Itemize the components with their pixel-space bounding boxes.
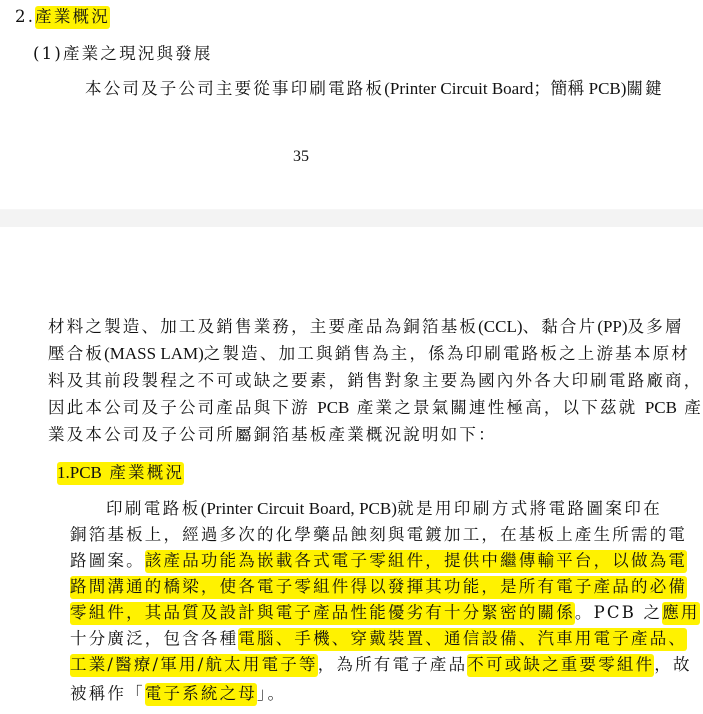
pcb-subheading-highlighted bbox=[57, 462, 184, 485]
highlighted-text: 電腦、手機、穿戴裝置、通信設備、汽車用電子產品、 bbox=[238, 628, 687, 651]
pcb-subheading bbox=[57, 462, 184, 484]
paragraph-opening-line bbox=[85, 78, 664, 100]
text-latin: (Printer Circuit Board, PCB) bbox=[200, 499, 397, 518]
subsection-heading bbox=[33, 43, 213, 65]
paragraph-text-latin: (Printer Circuit Board；簡稱 PCB) bbox=[384, 79, 627, 98]
text: ，故 bbox=[654, 655, 692, 674]
text-latin: (PP) bbox=[597, 317, 628, 336]
pcb-paragraph-line-3 bbox=[70, 550, 688, 572]
paragraph-text: 本公司及子公司主要從事印刷電路板 bbox=[85, 79, 385, 98]
text: 。PCB 之 bbox=[574, 603, 663, 622]
text: 因此本公司及子公司產品與下游 bbox=[48, 398, 310, 417]
text: 產業之景氣關連性極高，以下茲就 bbox=[356, 398, 638, 417]
pcb-paragraph-line-4 bbox=[70, 576, 688, 598]
text-latin: PCB bbox=[644, 398, 677, 417]
text: 料及其前段製程之不可或缺之要素，銷售對象主要為國內外各大印刷電路廠商， bbox=[48, 371, 703, 390]
pcb-paragraph-line-5 bbox=[70, 602, 700, 624]
highlighted-text: 電子系統之母 bbox=[145, 683, 257, 706]
text: 、黏合片 bbox=[522, 317, 598, 336]
text: 壓合板 bbox=[48, 344, 105, 363]
page-number: 35 bbox=[293, 148, 309, 165]
page-separator bbox=[0, 209, 703, 228]
text: 就是用印刷方式將電路圖案印在 bbox=[396, 499, 663, 518]
highlighted-text: 不可或缺之重要零組件 bbox=[467, 654, 654, 677]
pcb-paragraph-line-2 bbox=[70, 524, 688, 546]
text: 印刷電路板 bbox=[106, 499, 201, 518]
text-latin: PCB bbox=[317, 398, 350, 417]
text: 銅箔基板上，經過多次的化學藥品蝕刻與電鍍加工，在基板上產生所需的電 bbox=[70, 525, 688, 544]
text: 及多層 bbox=[627, 317, 684, 336]
highlighted-text: 零組件，其品質及設計與電子產品性能優劣有十分緊密的關係 bbox=[70, 602, 575, 625]
highlighted-text: 工業/醫療/軍用/航太用電子等 bbox=[70, 654, 318, 677]
paragraph-line-4 bbox=[48, 397, 703, 419]
text: 十分廣泛，包含各種 bbox=[70, 629, 239, 648]
section-title-highlighted: 產業概況 bbox=[35, 6, 110, 29]
paragraph-line-2 bbox=[48, 343, 690, 365]
text: ，為所有電子產品 bbox=[317, 655, 468, 674]
subsection-title: (1)產業之現況與發展 bbox=[33, 44, 213, 63]
text: 材料之製造、加工及銷售業務，主要產品為銅箔基板 bbox=[48, 317, 479, 336]
text-latin: (CCL) bbox=[478, 317, 523, 336]
text: 產 bbox=[684, 398, 703, 417]
paragraph-text: 關鍵 bbox=[626, 79, 664, 98]
text: 路圖案。 bbox=[70, 551, 145, 570]
subheading-title: 產業概況 bbox=[109, 463, 185, 482]
highlighted-text: 路間溝通的橋梁，使各電子零組件得以發揮其功能，是所有電子產品的必備 bbox=[70, 576, 687, 599]
document-page-bottom bbox=[0, 227, 703, 714]
text: 被稱作「 bbox=[70, 684, 145, 703]
pcb-paragraph-line-8 bbox=[70, 683, 286, 705]
text: 之製造、加工與銷售為主，係為印刷電路板之上游基本原材 bbox=[203, 344, 690, 363]
text: 業及本公司及子公司所屬銅箔基板產業概況說明如下： bbox=[48, 425, 497, 444]
subheading-latin: PCB bbox=[69, 463, 102, 482]
paragraph-line-1 bbox=[48, 316, 684, 338]
section-heading bbox=[15, 6, 110, 28]
subheading-number: 1. bbox=[57, 463, 70, 482]
highlighted-text: 該產品功能為嵌載各式電子零組件，提供中繼傳輸平台，以做為電 bbox=[145, 550, 687, 573]
paragraph-line-3 bbox=[48, 370, 703, 392]
highlighted-text: 應用 bbox=[662, 602, 699, 625]
pcb-paragraph-line-6 bbox=[70, 628, 688, 650]
pcb-paragraph-line-7 bbox=[70, 654, 692, 676]
paragraph-line-5 bbox=[48, 424, 497, 446]
text: 」。 bbox=[257, 684, 287, 703]
section-number: 2. bbox=[15, 7, 36, 26]
text-latin: (MASS LAM) bbox=[104, 344, 204, 363]
document-page-top bbox=[0, 0, 703, 209]
pcb-paragraph-line-1 bbox=[106, 498, 662, 520]
